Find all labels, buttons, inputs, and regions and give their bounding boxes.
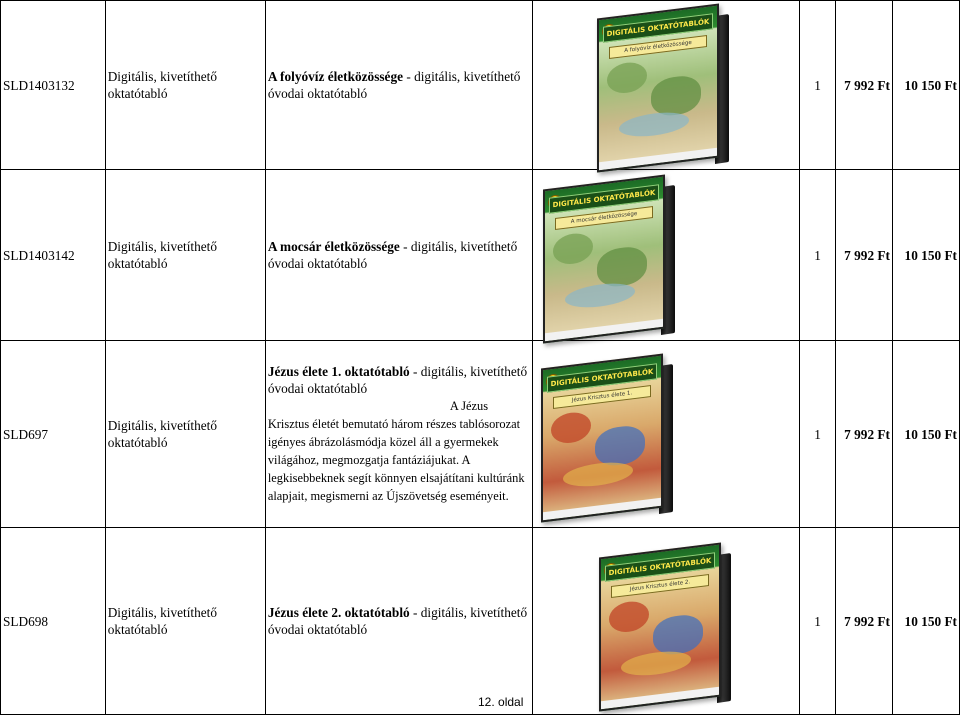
product-qty: 1 bbox=[799, 341, 836, 528]
product-code: SLD1403142 bbox=[1, 170, 106, 341]
dvd-cover-image bbox=[543, 182, 665, 334]
product-net-price: 7 992 Ft bbox=[836, 528, 893, 715]
cover-band-text: DIGITÁLIS OKTATÓTABLÓK bbox=[547, 363, 657, 393]
table-row bbox=[1, 528, 960, 715]
cover-subtitle: A mocsár életközössége bbox=[555, 206, 653, 230]
page-number: 12. oldal bbox=[478, 695, 524, 709]
product-net-price: 7 992 Ft bbox=[836, 170, 893, 341]
product-image-cell bbox=[532, 528, 799, 715]
product-description bbox=[265, 170, 532, 341]
table-row bbox=[1, 170, 960, 341]
product-long-description: A Jézus Krisztus életét bemutató három részes tablósorozat igényes ábrázolásmódja közel áll a gyermekek világához, megmozgatja fantáziájukat. A legkisebbeknek segít könnyen elsajátítani kultúránk alapjait, megismerni az Újszövetség eseményeit. bbox=[267, 399, 525, 503]
product-gross-price: 10 150 Ft bbox=[892, 1, 959, 170]
product-title: Jézus élete 2. oktatótabló bbox=[267, 605, 410, 620]
dvd-cover-image bbox=[541, 361, 663, 513]
product-code: SLD1403132 bbox=[1, 1, 106, 170]
product-description bbox=[265, 1, 532, 170]
product-net-price: 7 992 Ft bbox=[836, 1, 893, 170]
product-title-rest: - digitális, kivetíthető óvodai oktatótabló bbox=[267, 239, 518, 271]
table-row bbox=[1, 341, 960, 528]
product-title: Jézus élete 1. oktatótabló bbox=[267, 364, 410, 379]
product-title: A folyóvíz életközössége bbox=[267, 69, 404, 84]
product-category: Digitális, kivetíthető oktatótabló bbox=[105, 528, 265, 715]
product-image-cell bbox=[532, 1, 799, 170]
product-category: Digitális, kivetíthető oktatótabló bbox=[105, 341, 265, 528]
cover-subtitle: Jézus Krisztus élete 2. bbox=[611, 574, 709, 598]
product-title-rest: - digitális, kivetíthető óvodai oktatótabló bbox=[267, 605, 528, 637]
product-gross-price: 10 150 Ft bbox=[892, 170, 959, 341]
product-code: SLD697 bbox=[1, 341, 106, 528]
cover-band-text: DIGITÁLIS OKTATÓTABLÓK bbox=[605, 552, 715, 582]
cover-band-text: DIGITÁLIS OKTATÓTABLÓK bbox=[549, 184, 659, 214]
product-title-rest: - digitális, kivetíthető óvodai oktatótabló bbox=[267, 364, 528, 396]
product-image-cell bbox=[532, 341, 799, 528]
product-description bbox=[265, 341, 532, 528]
product-qty: 1 bbox=[799, 528, 836, 715]
cover-subtitle: A folyóvíz életközössége bbox=[609, 35, 707, 59]
table-row bbox=[1, 1, 960, 170]
product-title: A mocsár életközössége bbox=[267, 239, 400, 254]
cover-band-text: DIGITÁLIS OKTATÓTABLÓK bbox=[603, 13, 713, 43]
cover-subtitle: Jézus Krisztus élete 1. bbox=[553, 385, 651, 409]
product-image-cell bbox=[532, 170, 799, 341]
product-title-rest: - digitális, kivetíthető óvodai oktatótabló bbox=[267, 69, 521, 101]
dvd-cover-image bbox=[597, 11, 719, 163]
product-code: SLD698 bbox=[1, 528, 106, 715]
product-gross-price: 10 150 Ft bbox=[892, 341, 959, 528]
product-category: Digitális, kivetíthető oktatótabló bbox=[105, 1, 265, 170]
dvd-cover-image bbox=[599, 550, 721, 702]
product-gross-price: 10 150 Ft bbox=[892, 528, 959, 715]
product-category: Digitális, kivetíthető oktatótabló bbox=[105, 170, 265, 341]
product-qty: 1 bbox=[799, 1, 836, 170]
product-qty: 1 bbox=[799, 170, 836, 341]
product-description bbox=[265, 528, 532, 715]
product-net-price: 7 992 Ft bbox=[836, 341, 893, 528]
